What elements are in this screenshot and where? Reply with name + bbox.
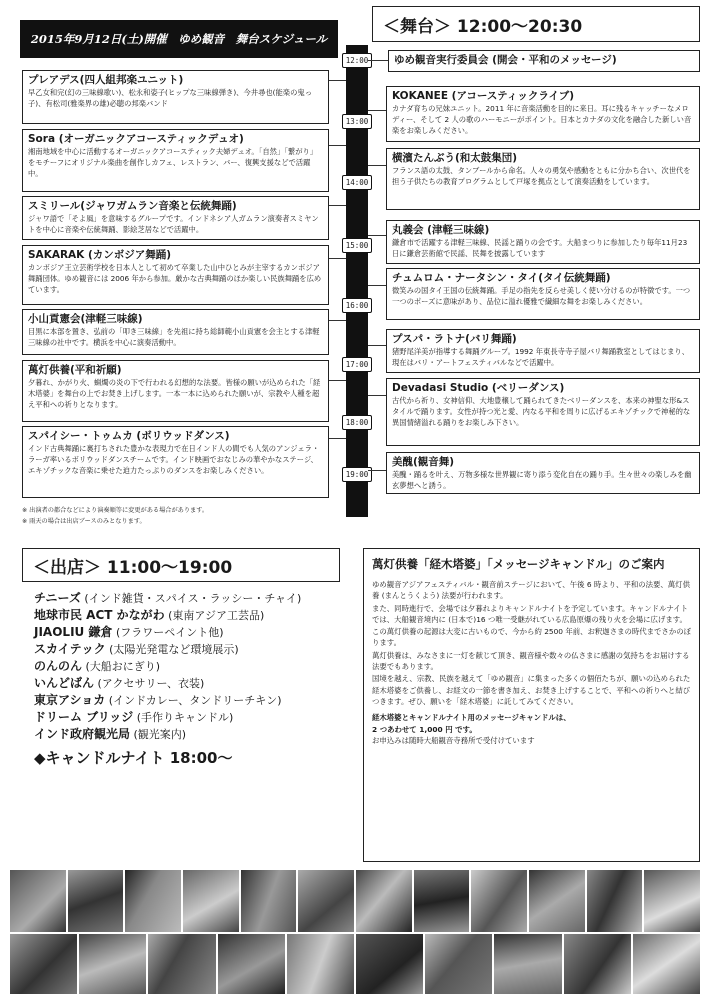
shop-name: スカイテック — [34, 642, 106, 656]
photo-strip — [10, 870, 700, 932]
performer-title: 丸義会 (津軽三味線) — [392, 224, 490, 236]
connector-line — [368, 235, 386, 236]
shop-header: ＜出店＞ 11:00〜19:00 — [22, 548, 340, 582]
connector-line — [329, 380, 346, 381]
shop-desc: (アクセサリー、衣装) — [97, 677, 205, 690]
performer-box — [22, 360, 329, 422]
photo — [644, 870, 700, 932]
shop-name: 地球市民 ACT かながわ — [34, 608, 165, 622]
photo — [471, 870, 527, 932]
connector-line — [329, 205, 346, 206]
performer-box — [22, 70, 329, 124]
info-paragraph: また、同時進行で、会場では夕暮れよりキャンドルナイトを予定しています。キャンドルナイトでは、大船観音境内に (日本で)16 つ唯一受継がれている広島原爆の残り火を会場に広げます。 — [372, 603, 689, 624]
info-footer — [372, 712, 691, 746]
shop-name: いんどばん — [34, 676, 95, 690]
performer-title: SAKARAK (カンボジア舞踊) — [28, 249, 172, 261]
performer-title: プレアデス(四人組邦楽ユニット) — [28, 74, 184, 86]
shop-item — [34, 641, 239, 658]
performer-desc: 早乙女和完(幻の三味線歌い)、松永和姿子(ヒップな三味線弾き)、今井尋也(能楽の鬼っ子)、有松司(雅楽界の雄)必聴の邦楽バンド — [28, 88, 312, 109]
time-marker: 12:00 — [342, 53, 372, 68]
performer-desc: インド古典舞踊に裏打ちされた豊かな表現力で在日インド人の間でも人気のアンジェラ・ラーガ率いるボリウッドダンスチームです。インド映画でおなじみの華やかなステージ、エキゾチックな音楽に乗せた迫力たっぷりのダンスをお楽しみください。 — [28, 444, 320, 476]
shop-desc: (太陽光発電など環境展示) — [109, 643, 239, 656]
shop-desc: (観光案内) — [133, 728, 187, 741]
photo — [298, 870, 354, 932]
time-marker: 15:00 — [342, 238, 372, 253]
connector-line — [368, 110, 386, 111]
photo — [587, 870, 643, 932]
connector-line — [329, 80, 346, 81]
photo — [218, 934, 285, 994]
shop-item — [34, 726, 186, 743]
shop-name: 東京アショカ — [34, 693, 106, 707]
performer-desc: 猪野尾洋美が指導する舞踊グループ。1992 年東長寺寺子屋バリ舞踊教室としてはじまり、現在はバリ・アートフェスティバルなどで活躍中。 — [392, 347, 689, 368]
time-marker: 14:00 — [342, 175, 372, 190]
shop-name: ドリーム ブリッジ — [34, 710, 134, 724]
stage-header: ＜舞台＞ 12:00〜20:30 — [372, 6, 700, 42]
price-line: 経木塔婆とキャンドルナイト用のメッセージキャンドルは、 — [372, 713, 571, 723]
photo — [529, 870, 585, 932]
performer-desc: ジャワ語で「そよ風」を意味するグループです。インドネシア人ガムラン演奏者スミヤントを中心に音楽や伝統舞踊、影絵芝居などで活躍中。 — [28, 214, 319, 235]
shop-item — [34, 692, 281, 709]
performer-desc: カナダ育ちの兄妹ユニット。2011 年に音楽活動を目的に来日。耳に残るキャッチーなメロディー、そして 2 人の歌のハーモニーがポイント。日本とカナダの文化を融合した新しい音楽をお楽しみください。 — [392, 104, 692, 136]
performer-desc: 美醜・踊るを叶え、万物多様な世界観に寄り添う変化自在の踊り手。生々世々の楽しみを幽玄夢想へと誘う。 — [392, 470, 692, 491]
connector-line — [329, 258, 346, 259]
performer-box — [386, 148, 700, 210]
connector-line — [329, 438, 346, 439]
photo-strip — [10, 934, 700, 994]
performer-title: チュムロム・ナータシン・タイ(タイ伝統舞踊) — [392, 272, 611, 284]
info-body — [372, 579, 691, 707]
performer-box — [22, 196, 329, 240]
time-marker: 16:00 — [342, 298, 372, 313]
photo — [79, 934, 146, 994]
photo — [10, 934, 77, 994]
shop-item — [34, 675, 204, 692]
photo — [148, 934, 215, 994]
performer-title: KOKANEE (アコースティックライブ) — [392, 90, 575, 102]
performer-box — [22, 309, 329, 355]
footnote: ※ 出演者の都合などにより演奏順等に変更がある場合があります。 — [22, 507, 209, 514]
performer-box — [386, 86, 700, 142]
photo — [356, 934, 423, 994]
shop-item — [34, 658, 160, 675]
photo — [564, 934, 631, 994]
performer-box — [388, 50, 700, 72]
shop-item — [34, 709, 233, 726]
photo — [494, 934, 561, 994]
footnote: ※ 雨天の場合は出店ブースのみとなります。 — [22, 518, 146, 525]
photo — [183, 870, 239, 932]
shop-desc: (インドカレー、タンドリーチキン) — [108, 694, 282, 707]
performer-box — [386, 378, 700, 446]
shop-item — [34, 590, 301, 607]
performer-title: スパイシー・トゥムカ (ボリウッドダンス) — [28, 430, 230, 442]
time-marker: 18:00 — [342, 415, 372, 430]
connector-line — [368, 285, 386, 286]
shop-desc: (東南アジア工芸品) — [168, 609, 265, 622]
performer-desc: 夕暮れ、かがり火、蝋燭の炎の下で行われる幻想的な法要。皆様の願いが込められた「経木塔婆」を舞台の上でお焚き上げします。一本一本に込められた願いが、宗教や人種を超え平和への祈りとなります。 — [28, 378, 321, 410]
shop-desc: (インド雑貨・スパイス・ラッシー・チャイ) — [84, 592, 302, 605]
connector-line — [368, 345, 386, 346]
time-marker: 19:00 — [342, 467, 372, 482]
shop-desc: (フラワーペイント他) — [115, 626, 224, 639]
performer-desc: フランス語の太鼓、タンブールから命名。人々の勇気や感動をともに分かち合い、次世代を担う子供たちの教育プログラムとして戸塚を拠点として演奏活動をしています。 — [392, 166, 691, 187]
performer-title: Devadasi Studio (ベリーダンス) — [392, 382, 565, 394]
time-marker: 17:00 — [342, 357, 372, 372]
performer-desc: 目黒に本部を置き、弘前の「叩き三味線」を先祖に持ち総師範小山貢憲を会主とする津軽三味線の社中です。横浜を中心に演奏活動中。 — [28, 327, 320, 348]
info-paragraph: 国境を越え、宗教、民族を越えて「ゆめ観音」に集まった多くの個佰たちが、願いの込められた経木塔婆をご供養し、お経文の一節を書き加え、お焚き上げすることで、平和への祈りへと結びつきます。ぜひ、願いを「経木塔婆」に託してみてください。 — [372, 674, 691, 706]
schedule-title: 2015年9月12日(土)開催 ゆめ観音 舞台スケジュール — [20, 20, 338, 58]
shop-name: インド政府観光局 — [34, 727, 131, 741]
connector-line — [368, 60, 388, 61]
performer-desc: カンボジア王立芸術学校を日本人として初めて卒業した山中ひとみが主宰するカンボジア舞踊団体。ゆめ観音には 2006 年から参加。厳かな古典舞踊のほか楽しい民族舞踊を広めています。 — [28, 263, 322, 295]
connector-line — [368, 470, 386, 471]
info-paragraph: この萬灯供養の起源は大変に古いもので、今から約 2500 年前、お釈迦さまの時代までさかのぼります。 — [372, 627, 691, 648]
photo — [356, 870, 412, 932]
photo — [287, 934, 354, 994]
photo — [425, 934, 492, 994]
performer-desc: 微笑みの国タイ王国の伝統舞踊。手足の指先を反らせ美しく使い分けるのが特徴です。一つ一つのポーズに意味があり、品位に溢れ優雅で繊細な舞をお楽しみください。 — [392, 286, 691, 307]
info-paragraph: 萬灯供養は、みなさまに一灯を献じて頂き、観音様や数々の仏さまに感謝の気持ちをお届けする法要でもあります。 — [372, 650, 690, 672]
shop-name: JIAOLIU 鎌倉 — [34, 625, 113, 639]
info-paragraph: ゆめ観音アジアフェスティバル・観音前ステージにおいて、午後 6 時より、平和の法要、萬灯供養 (まんとうくよう) 法要が行われます。 — [372, 580, 690, 601]
performer-box — [22, 129, 329, 192]
shop-item — [34, 607, 264, 624]
time-marker: 13:00 — [342, 114, 372, 129]
reception-line: お申込みは随時大船観音寺務所で受付けています — [372, 735, 535, 745]
connector-line — [368, 165, 386, 166]
performer-title: 小山貢憲会(津軽三味線) — [28, 313, 143, 325]
info-panel — [363, 548, 700, 862]
performer-title: 美醜(観音舞) — [392, 456, 455, 468]
performer-title: プスパ・ラトナ(バリ舞踊) — [392, 333, 517, 345]
performer-box — [386, 268, 700, 320]
photo — [68, 870, 124, 932]
performer-box — [386, 452, 700, 494]
photo — [241, 870, 297, 932]
performer-title: Sora (オーガニックアコースティックデュオ) — [28, 133, 244, 145]
performer-title: スミリール(ジャワガムラン音楽と伝統舞踊) — [28, 200, 237, 212]
shop-desc: (大船おにぎり) — [85, 660, 161, 673]
performer-title: 横濱たんぶう(和太鼓集団) — [392, 152, 518, 164]
shop-item — [34, 624, 224, 641]
performer-title: ゆめ観音実行委員会 (開会・平和のメッセージ) — [394, 54, 617, 66]
shop-name: のんのん — [34, 659, 83, 673]
performer-desc: 古代から祈り、女神信仰、大地豊穣して踊られてきたベリーダンスを、本来の神聖な形&スタイルで踊ります。女性が持つ光と愛、内なる平和を周りに広げるエキゾチックで神秘的な異国情緒溢れる踊りをお楽しみ下さい。 — [392, 396, 691, 428]
price-line: 2 つあわせて 1,000 円 です。 — [372, 724, 477, 734]
connector-line — [329, 320, 346, 321]
candle-night-heading: ◆キャンドルナイト 18:00〜 — [34, 749, 233, 767]
performer-title: 萬灯供養(平和祈願) — [28, 364, 122, 376]
performer-box — [386, 329, 700, 373]
performer-box — [386, 220, 700, 264]
photo — [633, 934, 700, 994]
photo — [10, 870, 66, 932]
shop-desc: (手作りキャンドル) — [136, 711, 234, 724]
shop-name: チニーズ — [34, 591, 81, 605]
performer-box — [22, 245, 329, 305]
performer-desc: 湘南地域を中心に活動するオーガニックアコースティック夫婦デュオ。「自然」「繋がり」をモチーフにオリジナル楽曲を創作しカフェ、レストラン、バー、復興支援などで活躍中。 — [28, 147, 318, 179]
connector-line — [368, 395, 386, 396]
photo — [414, 870, 470, 932]
performer-box — [22, 426, 329, 498]
photo — [125, 870, 181, 932]
info-title: 萬灯供養「経木塔婆」「メッセージキャンドル」のご案内 — [372, 557, 665, 571]
performer-desc: 鎌倉市で活躍する津軽三味線、民謡と踊りの会です。大船まつりに参加したり毎年11月23日に鎌倉芸術館で民謡、民舞を披露しています — [392, 238, 688, 259]
